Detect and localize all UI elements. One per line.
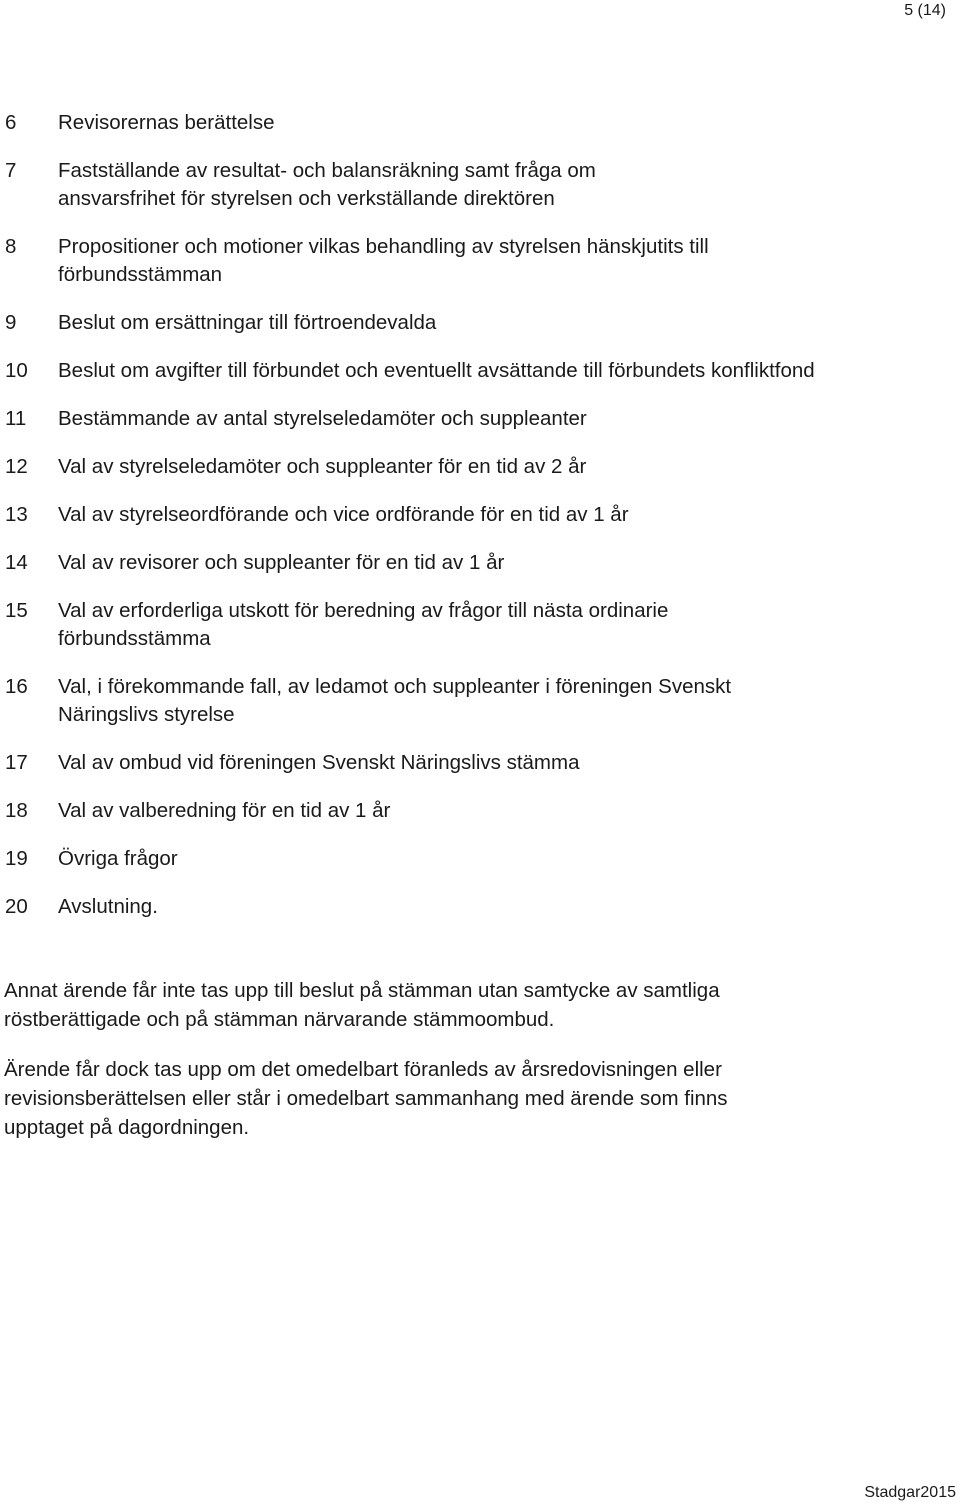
agenda-item-number: 12 (5, 455, 28, 478)
page-number: 5 (14) (904, 2, 946, 19)
agenda-item (5, 749, 935, 777)
agenda-item (5, 357, 935, 385)
agenda-item-text: Beslut om ersättningar till förtroendevalda (58, 311, 437, 334)
agenda-item-text: Val av styrelseledamöter och suppleanter för en tid av 2 år (58, 455, 587, 478)
agenda-item (5, 233, 935, 289)
agenda-item (5, 405, 935, 433)
agenda-item-number: 13 (5, 503, 28, 526)
agenda-item-text: Beslut om avgifter till förbundet och eventuellt avsättande till förbundets konfliktfond (58, 359, 815, 382)
agenda-item-number: 17 (5, 751, 28, 774)
agenda-item (5, 453, 935, 481)
agenda-item-number: 19 (5, 847, 28, 870)
agenda-item-number: 9 (5, 311, 17, 334)
agenda-item (5, 797, 935, 825)
agenda-item-text: Val av styrelseordförande och vice ordförande för en tid av 1 år (58, 503, 629, 526)
agenda-list (5, 109, 935, 921)
agenda-item (5, 309, 935, 337)
agenda-item-text: Val av erforderliga utskott för beredning av frågor till nästa ordinarie förbundsstämma (58, 599, 669, 650)
agenda-item-number: 11 (5, 407, 27, 430)
agenda-item-text: Bestämmande av antal styrelseledamöter och suppleanter (58, 407, 587, 430)
footer-label: Stadgar2015 (864, 1484, 956, 1501)
agenda-item-text: Fastställande av resultat- och balansräkning samt fråga om ansvarsfrihet för styrelsen och verkställande direktören (58, 159, 596, 210)
agenda-item (5, 893, 935, 921)
body-paragraph: Annat ärende får inte tas upp till beslut på stämman utan samtycke av samtliga röstberättigade och på stämman närvarande stämmoombud. (4, 979, 720, 1031)
agenda-item-text: Val, i förekommande fall, av ledamot och suppleanter i föreningen Svenskt Näringslivs styrelse (58, 675, 732, 726)
body-paragraph: Ärende får dock tas upp om det omedelbart föranleds av årsredovisningen eller revisionsberättelsen eller står i omedelbart sammanhang med ärende som finns upptaget på dagordningen. (4, 1058, 728, 1139)
agenda-item-text: Val av revisorer och suppleanter för en tid av 1 år (58, 551, 505, 574)
agenda-item (5, 549, 935, 577)
agenda-item (5, 157, 935, 213)
agenda-item-text: Val av ombud vid föreningen Svenskt Näringslivs stämma (58, 751, 580, 774)
agenda-item-number: 16 (5, 675, 28, 698)
agenda-item (5, 109, 935, 137)
agenda-item-text: Val av valberedning för en tid av 1 år (58, 799, 391, 822)
agenda-item-text: Övriga frågor (58, 847, 178, 870)
agenda-item (5, 673, 935, 729)
agenda-item (5, 597, 935, 653)
agenda-item-text: Revisorernas berättelse (58, 111, 275, 134)
agenda-item-number: 15 (5, 599, 28, 622)
agenda-item-number: 14 (5, 551, 28, 574)
agenda-item-number: 8 (5, 235, 17, 258)
agenda-item (5, 845, 935, 873)
agenda-item (5, 501, 935, 529)
agenda-item-number: 18 (5, 799, 28, 822)
agenda-item-text: Propositioner och motioner vilkas behandling av styrelsen hänskjutits till förbundsstämman (58, 235, 709, 286)
agenda-item-number: 6 (5, 111, 17, 134)
agenda-item-number: 20 (5, 895, 28, 918)
agenda-item-text: Avslutning. (58, 895, 158, 918)
agenda-item-number: 10 (5, 359, 28, 382)
agenda-item-number: 7 (5, 159, 17, 182)
